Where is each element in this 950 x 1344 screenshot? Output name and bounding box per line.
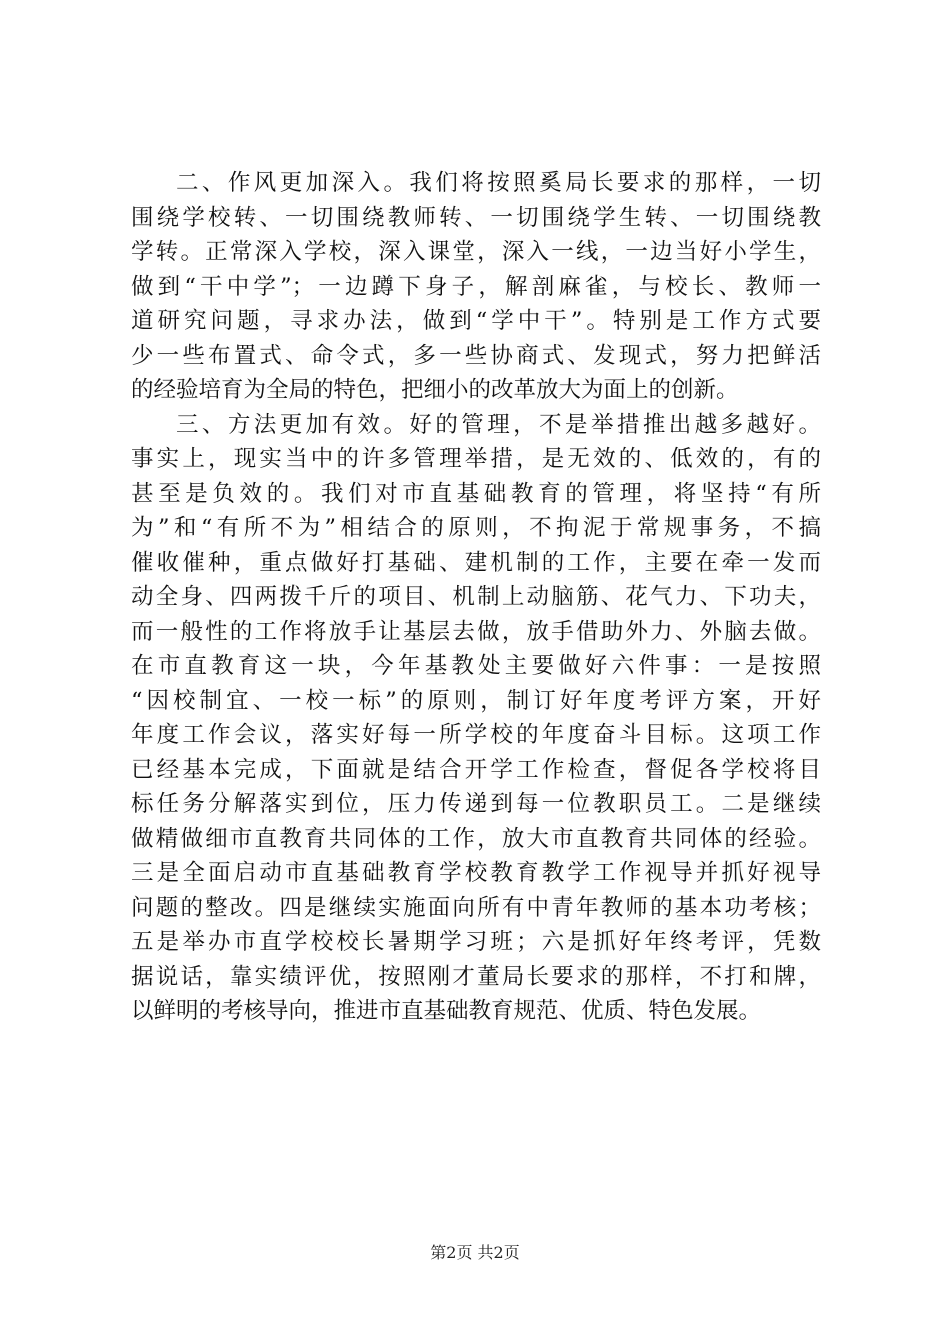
- paragraph-2-line-17: 据说话，靠实绩评优，按照刚才董局长要求的那样，不打和牌，: [131, 963, 821, 990]
- paragraph-2-line-4: 为”和“有所不为”相结合的原则，不拘泥于常规事务，不搞: [131, 515, 821, 541]
- paragraph-2-line-16: 五是举办市直学校校长暑期学习班；六是抓好年终考评，凭数: [131, 929, 821, 955]
- paragraph-2-line-11: 已经基本完成，下面就是结合开学工作检查，督促各学校将目: [131, 756, 821, 783]
- paragraph-1-line-1: 二、作风更加深入。我们将按照奚局长要求的那样，一切: [176, 170, 821, 196]
- paragraph-1-line-4: 做到“干中学”；一边蹲下身子，解剖麻雀，与校长、教师一: [131, 273, 821, 300]
- paragraph-1-line-6: 少一些布置式、命令式，多一些协商式、发现式，努力把鲜活: [131, 342, 821, 369]
- paragraph-1-line-5: 道研究问题，寻求办法，做到“学中干”。特别是工作方式要: [131, 308, 821, 334]
- page-number-footer: 第2页 共2页: [430, 1243, 520, 1262]
- paragraph-2-line-8: 在市直教育这一块，今年基教处主要做好六件事：一是按照: [131, 653, 821, 679]
- paragraph-2-line-6: 动全身、四两拨千斤的项目、机制上动脑筋、花气力、下功夫，: [131, 584, 821, 610]
- document-body: [131, 166, 821, 1029]
- paragraph-2-line-12: 标任务分解落实到位，压力传递到每一位教职员工。二是继续: [131, 791, 821, 817]
- paragraph-2-line-3: 甚至是负效的。我们对市直基础教育的管理，将坚持“有所: [131, 480, 821, 507]
- paragraph-2-line-1: 三、方法更加有效。好的管理，不是举措推出越多越好。: [176, 411, 821, 438]
- paragraph-2-line-10: 年度工作会议，落实好每一所学校的年度奋斗目标。这项工作: [131, 722, 821, 748]
- paragraph-2-line-18: 以鲜明的考核导向，推进市直基础教育规范、优质、特色发展。: [131, 998, 762, 1024]
- paragraph-2-line-14: 三是全面启动市直基础教育学校教育教学工作视导并抓好视导: [131, 860, 821, 886]
- paragraph-2-line-5: 催收催种，重点做好打基础、建机制的工作，主要在牵一发而: [131, 549, 821, 576]
- paragraph-1-line-2: 围绕学校转、一切围绕教师转、一切围绕学生转、一切围绕教: [131, 204, 821, 231]
- paragraph-2-line-7: 而一般性的工作将放手让基层去做，放手借助外力、外脑去做。: [131, 618, 821, 645]
- paragraph-2-line-13: 做精做细市直教育共同体的工作，放大市直教育共同体的经验。: [131, 825, 821, 852]
- paragraph-2-line-15: 问题的整改。四是继续实施面向所有中青年教师的基本功考核；: [131, 894, 821, 921]
- paragraph-1-line-3: 学转。正常深入学校，深入课堂，深入一线，一边当好小学生，: [131, 239, 821, 265]
- paragraph-1-line-7: 的经验培育为全局的特色，把细小的改革放大为面上的创新。: [131, 377, 739, 403]
- paragraph-2-line-9: “因校制宜、一校一标”的原则，制订好年度考评方案，开好: [131, 687, 821, 714]
- paragraph-2-line-2: 事实上，现实当中的许多管理举措，是无效的、低效的，有的: [131, 446, 821, 472]
